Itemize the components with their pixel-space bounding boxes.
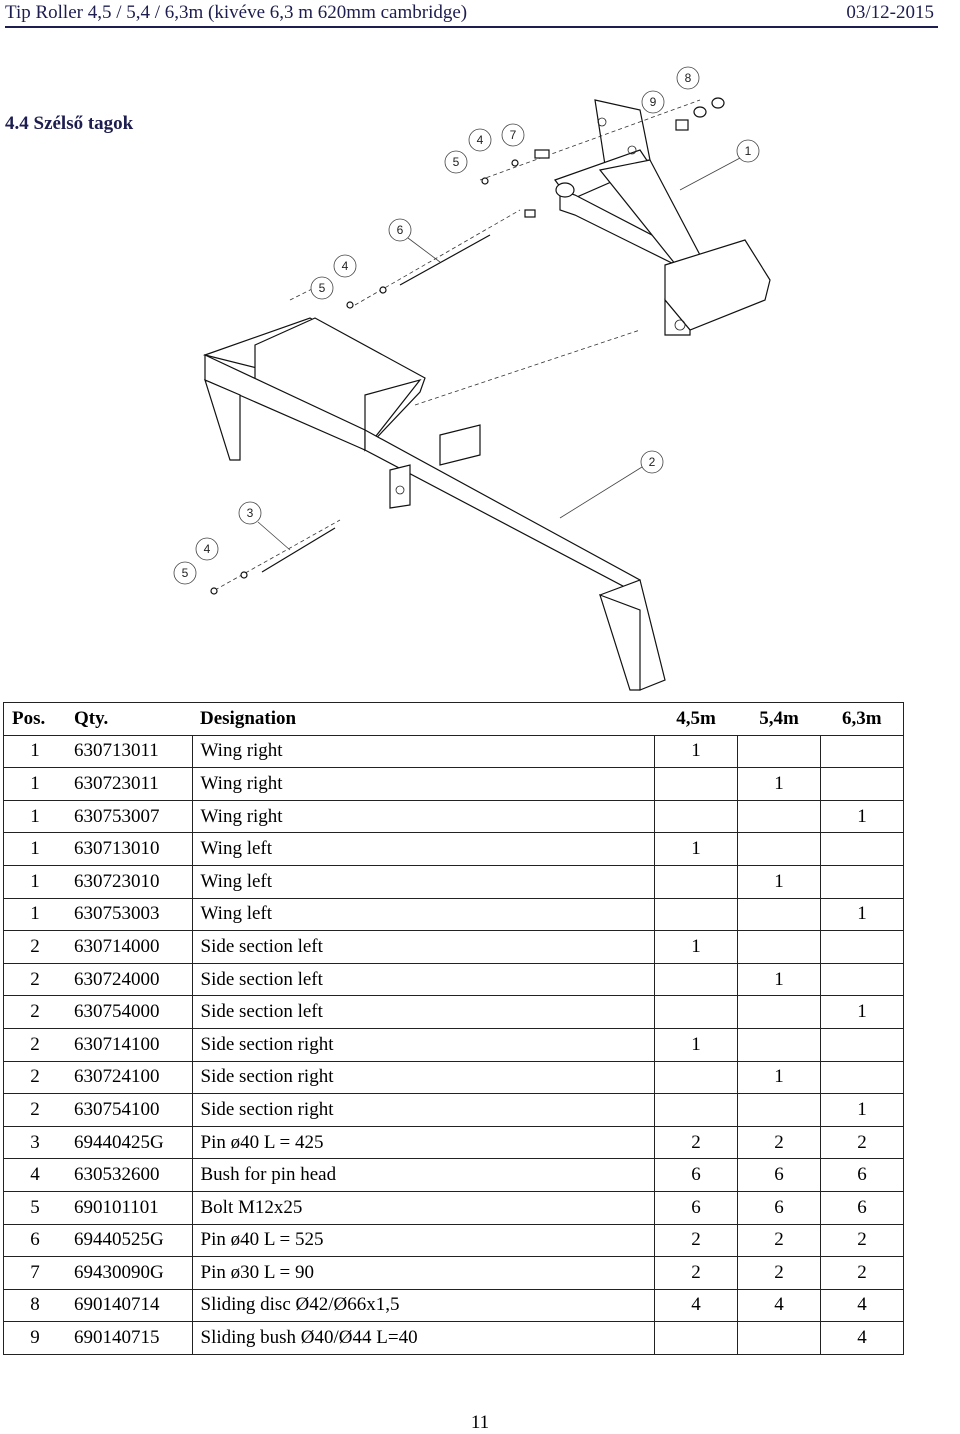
cell-qty-4-5m [655, 898, 738, 931]
cell-pos: 2 [4, 1061, 67, 1094]
balloon-label: 5 [181, 566, 189, 580]
parts-table [3, 702, 904, 1355]
table-row [4, 931, 904, 964]
balloon-label: 7 [509, 128, 517, 142]
cell-designation: Bolt M12x25 [192, 1191, 655, 1224]
cell-qty-4-5m: 1 [655, 735, 738, 768]
cell-pos: 2 [4, 996, 67, 1029]
cell-qty-6-3m [821, 963, 904, 996]
table-row [4, 1094, 904, 1127]
cell-pos: 9 [4, 1322, 67, 1355]
cell-designation: Pin ø40 L = 525 [192, 1224, 655, 1257]
col-4-5m: 4,5m [655, 703, 738, 736]
cell-pos: 1 [4, 833, 67, 866]
cell-pos: 1 [4, 865, 67, 898]
cell-qty-6-3m: 1 [821, 996, 904, 1029]
document-title: Tip Roller 4,5 / 5,4 / 6,3m (kivéve 6,3 m 620mm cambridge) [5, 2, 468, 23]
cell-qty-6-3m: 1 [821, 898, 904, 931]
cell-part-number: 630724100 [66, 1061, 192, 1094]
cell-designation: Bush for pin head [192, 1159, 655, 1192]
table-row [4, 898, 904, 931]
col-qty: Qty. [66, 703, 192, 736]
cell-designation: Pin ø40 L = 425 [192, 1126, 655, 1159]
cell-pos: 7 [4, 1257, 67, 1290]
cell-part-number: 690101101 [66, 1191, 192, 1224]
cell-qty-4-5m [655, 963, 738, 996]
cell-qty-6-3m: 1 [821, 1094, 904, 1127]
cell-qty-6-3m: 4 [821, 1289, 904, 1322]
cell-qty-5-4m [738, 1322, 821, 1355]
table-row [4, 865, 904, 898]
cell-designation: Sliding disc Ø42/Ø66x1,5 [192, 1289, 655, 1322]
table-header-row [4, 703, 904, 736]
cell-qty-5-4m: 1 [738, 768, 821, 801]
balloon-label: 5 [452, 155, 460, 169]
cell-designation: Side section left [192, 996, 655, 1029]
cell-qty-4-5m: 2 [655, 1126, 738, 1159]
cell-qty-4-5m: 6 [655, 1159, 738, 1192]
section-title: 4.4 Szélső tagok [5, 113, 134, 134]
balloon-label: 1 [744, 144, 752, 158]
exploded-assembly-drawing [170, 55, 960, 705]
cell-part-number: 630754100 [66, 1094, 192, 1127]
table-row [4, 1159, 904, 1192]
cell-pos: 1 [4, 768, 67, 801]
cell-qty-4-5m [655, 996, 738, 1029]
balloon-label: 6 [396, 223, 404, 237]
cell-designation: Sliding bush Ø40/Ø44 L=40 [192, 1322, 655, 1355]
cell-qty-4-5m [655, 768, 738, 801]
table-row [4, 1126, 904, 1159]
col-5-4m: 5,4m [738, 703, 821, 736]
table-row [4, 1028, 904, 1061]
cell-part-number: 69440425G [66, 1126, 192, 1159]
cell-qty-4-5m: 1 [655, 833, 738, 866]
cell-qty-4-5m: 1 [655, 1028, 738, 1061]
table-row [4, 735, 904, 768]
cell-designation: Side section right [192, 1094, 655, 1127]
cell-pos: 2 [4, 1028, 67, 1061]
cell-designation: Pin ø30 L = 90 [192, 1257, 655, 1290]
cell-designation: Side section right [192, 1061, 655, 1094]
table-row [4, 996, 904, 1029]
cell-part-number: 69430090G [66, 1257, 192, 1290]
cell-pos: 1 [4, 735, 67, 768]
table-row [4, 768, 904, 801]
cell-qty-4-5m [655, 1094, 738, 1127]
cell-designation: Wing left [192, 865, 655, 898]
cell-pos: 1 [4, 800, 67, 833]
balloon-label: 2 [648, 455, 656, 469]
page-header [0, 0, 960, 26]
cell-qty-5-4m: 6 [738, 1191, 821, 1224]
table-row [4, 1191, 904, 1224]
cell-pos: 2 [4, 931, 67, 964]
cell-part-number: 630753003 [66, 898, 192, 931]
parts-table-body [4, 735, 904, 1354]
cell-qty-5-4m [738, 833, 821, 866]
cell-designation: Wing right [192, 735, 655, 768]
cell-qty-5-4m: 1 [738, 963, 821, 996]
cell-part-number: 630713011 [66, 735, 192, 768]
cell-qty-6-3m [821, 735, 904, 768]
cell-qty-6-3m [821, 865, 904, 898]
cell-pos: 2 [4, 963, 67, 996]
cell-qty-6-3m: 6 [821, 1191, 904, 1224]
balloon-label: 4 [203, 542, 211, 556]
balloon-label: 4 [476, 133, 484, 147]
wing-part [555, 100, 770, 335]
cell-designation: Wing left [192, 898, 655, 931]
cell-qty-5-4m [738, 800, 821, 833]
cell-pos: 6 [4, 1224, 67, 1257]
document-date: 03/12-2015 [846, 2, 934, 23]
table-row [4, 1061, 904, 1094]
cell-part-number: 630723010 [66, 865, 192, 898]
cell-pos: 3 [4, 1126, 67, 1159]
cell-pos: 4 [4, 1159, 67, 1192]
cell-qty-5-4m: 2 [738, 1257, 821, 1290]
cell-qty-5-4m [738, 898, 821, 931]
cell-qty-6-3m [821, 1061, 904, 1094]
table-row [4, 1322, 904, 1355]
col-designation: Designation [192, 703, 655, 736]
cell-part-number: 690140715 [66, 1322, 192, 1355]
cell-qty-4-5m [655, 800, 738, 833]
cell-qty-4-5m: 1 [655, 931, 738, 964]
cell-designation: Side section left [192, 963, 655, 996]
cell-part-number: 690140714 [66, 1289, 192, 1322]
cell-qty-4-5m [655, 1322, 738, 1355]
cell-designation: Wing right [192, 768, 655, 801]
cell-part-number: 69440525G [66, 1224, 192, 1257]
header-rule [5, 26, 938, 28]
cell-qty-6-3m: 6 [821, 1159, 904, 1192]
cell-qty-5-4m [738, 1028, 821, 1061]
table-row [4, 1224, 904, 1257]
drawing-svg [170, 55, 960, 705]
cell-designation: Side section right [192, 1028, 655, 1061]
cell-qty-6-3m: 2 [821, 1126, 904, 1159]
page-number: 11 [470, 1412, 490, 1433]
cell-pos: 5 [4, 1191, 67, 1224]
cell-part-number: 630714000 [66, 931, 192, 964]
cell-part-number: 630714100 [66, 1028, 192, 1061]
balloon-label: 4 [341, 259, 349, 273]
balloon-label: 9 [649, 95, 657, 109]
table-row [4, 800, 904, 833]
cell-part-number: 630723011 [66, 768, 192, 801]
cell-qty-5-4m [738, 931, 821, 964]
balloon-label: 8 [684, 71, 692, 85]
table-row [4, 1289, 904, 1322]
cell-qty-6-3m [821, 1028, 904, 1061]
cell-qty-5-4m: 1 [738, 1061, 821, 1094]
table-row [4, 833, 904, 866]
cell-part-number: 630532600 [66, 1159, 192, 1192]
table-row [4, 1257, 904, 1290]
cell-qty-5-4m [738, 735, 821, 768]
cell-qty-6-3m [821, 931, 904, 964]
cell-qty-5-4m: 2 [738, 1126, 821, 1159]
cell-qty-4-5m: 4 [655, 1289, 738, 1322]
cell-qty-6-3m [821, 833, 904, 866]
col-pos: Pos. [4, 703, 67, 736]
cell-designation: Side section left [192, 931, 655, 964]
cell-part-number: 630753007 [66, 800, 192, 833]
cell-part-number: 630713010 [66, 833, 192, 866]
cell-qty-6-3m [821, 768, 904, 801]
cell-qty-6-3m: 1 [821, 800, 904, 833]
cell-qty-4-5m [655, 1061, 738, 1094]
cell-qty-6-3m: 4 [821, 1322, 904, 1355]
cell-designation: Wing left [192, 833, 655, 866]
cell-qty-4-5m: 2 [655, 1224, 738, 1257]
cell-qty-5-4m: 2 [738, 1224, 821, 1257]
cell-part-number: 630724000 [66, 963, 192, 996]
cell-designation: Wing right [192, 800, 655, 833]
cell-qty-6-3m: 2 [821, 1257, 904, 1290]
cell-pos: 2 [4, 1094, 67, 1127]
cell-qty-4-5m: 6 [655, 1191, 738, 1224]
cell-part-number: 630754000 [66, 996, 192, 1029]
cell-qty-5-4m [738, 996, 821, 1029]
side-section-part [205, 318, 665, 690]
table-row [4, 963, 904, 996]
cell-qty-5-4m: 6 [738, 1159, 821, 1192]
col-6-3m: 6,3m [821, 703, 904, 736]
cell-qty-6-3m: 2 [821, 1224, 904, 1257]
cell-pos: 8 [4, 1289, 67, 1322]
balloon-label: 3 [246, 506, 254, 520]
balloon-label: 5 [318, 281, 326, 295]
cell-qty-5-4m: 4 [738, 1289, 821, 1322]
cell-qty-4-5m [655, 865, 738, 898]
cell-pos: 1 [4, 898, 67, 931]
cell-qty-5-4m: 1 [738, 865, 821, 898]
cell-qty-5-4m [738, 1094, 821, 1127]
cell-qty-4-5m: 2 [655, 1257, 738, 1290]
